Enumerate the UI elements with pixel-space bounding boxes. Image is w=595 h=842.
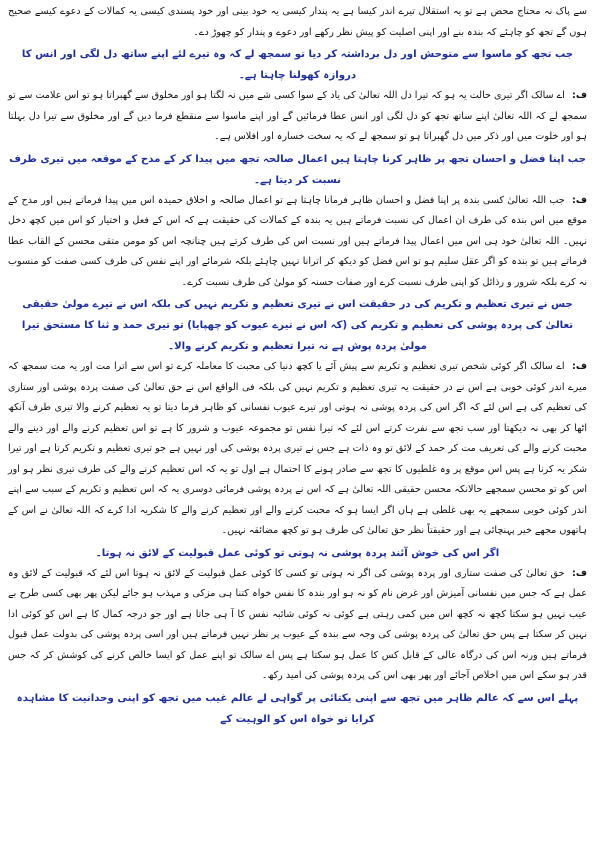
paragraph-2-text: اے سالک اگر تیری حالت یہ ہو کہ تیرا دل اللہ تعالیٰ کی یاد کے سوا کسی شے میں نہ لگتا ہو اور مخلوق سے گھبراتا ہو تو اس علامت سے تو سمجھ لے کہ اللہ تعالیٰ اپنے ساتھ تجھ کو دل لگی اور انس عطا فرمائیں گے اور اپنے ماسوا سے منقطع فرما دیں گے اور مخلوق سے تیرا دل بہلتا ہو اور خلوت میں اور ذکر میں دل گھبراتا ہو تو سمجھ لے کہ یہ سخت خسارہ اور افلاس ہے۔ — [8, 90, 587, 142]
paragraph-1 — [8, 2, 587, 43]
section-heading-3 — [8, 294, 587, 357]
paragraph-1-text: سے پاک نہ محتاج محض ہے تو یہ استقلال تیرے اندر کیسا ہے یہ پندار کیسی یہ خود بینی اور خود پسندی کیسی یہ کمالات کے دعوے کیسے صحیح ہوں گے تجھ کو چاہئے کہ بندہ بنے اور اپنی اصلیت کو پیش نظر رکھے اور دعوے و پندار کو چھوڑ دے۔ — [8, 6, 587, 38]
section-heading-1-text: جب تجھ کو ماسوا سے متوحش اور دل برداشتہ کر دیا تو سمجھ لے کہ وہ تیرے لئے اپنے ساتھ دل لگی اور انس کا دروازہ کھولنا چاہتا ہے۔ — [21, 49, 574, 81]
section-heading-2 — [8, 149, 587, 191]
section-heading-4 — [8, 543, 587, 564]
paragraph-5-text: حق تعالیٰ کی صفت ستاری اور پردہ پوشی کی اگر نہ ہوتی تو کسی کا کوئی عمل قبولیت کے لائق نہ ہوتا اس لئے کہ قبولیت کے لائق وہ عمل ہے کہ جس میں نفسانی آمیزش اور غرض نام کو نہ ہو اور بندہ کا نفس خواہ کتنا ہی مزکی و مہذب ہو جائے لیکن پھر بھی کسی طرح بے عیب نہیں ہو سکتا کچھ نہ کچھ اس میں کمی رہتی ہے کوئی نہ کوئی شائبہ نفس کا آ ہی جاتا ہے اور جو درجہ کمال کا ہے اس کو کوئی ادا نہیں کر سکتا ہے پس حق تعالیٰ کی پردہ پوشی کی وجہ سے بندہ کے عیوب پر نظر نہیں فرماتے ہیں اور اسی پردہ پوشی کی بدولت عمل قبول فرماتے ہیں ورنہ اس کی درگاہ عالی کے قابل کس کا عمل ہو سکتا ہے پس اے سالک تو اپنے عمل کو ایسا خالص کرنے کی کوشش کر کہ جس قدر ہو سکے اس میں اخلاص آجائے اور پھر بھی اس کی پردہ پوشی کی امید رکھ۔ — [8, 567, 587, 681]
paragraph-5-label: ف: — [572, 567, 587, 579]
section-heading-1 — [8, 44, 587, 86]
paragraph-3-label: ف: — [572, 194, 587, 206]
section-heading-2-text: جب اپنا فضل و احسان تجھ پر ظاہر کرنا چاہتا ہیں اعمال صالحہ تجھ میں پیدا کر کے مدح کے موقعہ میں تیری طرف نسبت کر دیتا ہے۔ — [9, 153, 586, 186]
paragraph-3-text: جب اللہ تعالیٰ کسی بندہ پر اپنا فضل و احسان ظاہر فرمانا چاہتا ہے تو اعمال صالحہ و اخلاق حمیدہ اس میں پیدا فرماتے ہیں اور مدح کے موقع میں اس بندہ کی طرف ان اعمال کی نسبت فرماتے ہیں یہ بندہ کے کمالات کی حقیقت ہے کہ اس کے فعل و اختیار کو اس میں کچھ دخل نہیں۔ اللہ تعالیٰ خود ہی اس میں اعمال پیدا فرماتے ہیں اور نسبت اس کی طرف کرتے ہیں چنانچہ اس کو مومن متقی محسن کے القاب عطا فرماتے ہیں تو بندہ کو اگر عقل سلیم ہو تو اس فضل کو دیکھ کر اترانا نہیں چاہئے بلکہ شرمائے اور اپنے نفس کی طرف کسی صفت کو منسوب نہ کرے بلکہ شرور و رذائل کو اپنی طرف نسبت کرے اور صفات حسنہ کو مولیٰ کی طرف نسبت کرے۔ — [8, 194, 587, 288]
paragraph-2-label: ف: — [572, 90, 587, 101]
section-heading-3-text: جس نے تیری تعظیم و تکریم کی در حقیقت اس نے تیری تعظیم و تکریم نہیں کی بلکہ اس نے تیرے مولیٰ حقیقی تعالیٰ کی پردہ پوشی کی تعظیم و تکریم کی (کہ اس نے تیرے عیوب کو چھپایا) تو تیری حمد و ثنا کا مستحق تیرا مولیٰ پردہ پوش ہے نہ تیرا تعظیم و تکریم کرنے والا۔ — [21, 299, 574, 352]
document-page — [8, 0, 587, 730]
section-heading-4-text: اگر اس کی خوش آئند پردہ پوشی نہ ہوتی تو کوئی عمل قبولیت کے لائق نہ ہوتا۔ — [95, 547, 500, 559]
paragraph-3 — [8, 191, 587, 294]
paragraph-4-text: اے سالک اگر کوئی شخص تیری تعظیم و تکریم سے پیش آئے یا کچھ دنیا کی محبت کا معاملہ کرے تو اس سے اترا مت اور یہ مت سمجھ کہ میرے اندر کوئی خوبی ہے اس نے در حقیقت یہ تیری تعظیم و تکریم نہیں کی بلکہ فی الواقع اس نے حق تعالیٰ کی صفت پردہ پوشی اور ستاری کی تعظیم کی ہے اس لئے کہ اگر اس کی پردہ پوشی نہ ہوتی اور تیرے عیوب نفسانی کو ظاہر فرما دیتا تو یہ تعظیم کرنے والا تیری طرف آنکھ اٹھا کر بھی نہ دیکھتا اور سب تجھ سے نفرت کرتے اس لئے کہ تیرا نفس تو مجموعہ عیوب و شرور کا ہے تو اس تعظیم کرنے والے اور دینے والے محبت کرنے والے کی تعریف مت کر حمد کے لائق تو وہ ذات ہے جس نے تیری پردہ پوشی کی اور نہیں ہے جو تیری تعظیم و تکریم کرتا ہے اور تیرا شکر یہ کرنا ہے پس اس موقع پر وہ غلطیوں کا تجھ سے صادر ہونے کا احتمال ہے اول تو یہ کہ اس تعظیم کرنے والے کی طرف تیری نظر ہو اور اس کو تو محسن سمجھے حالانکہ محسن حقیقی اللہ تعالیٰ ہے کہ اس نے پردہ پوشی فرمائی دوسری یہ کہ اس تعظیم و تکریم کے سبب سے اپنے اندر کوئی خوبی سمجھے یہ بھی غلطی ہے ہاں اگر ایسا ہو کہ محبت کرنے والے اور تعظیم کرنے والے کا شکریہ ادا کرے کہ اللہ تعالیٰ نے اس کے ہاتھوں مجھے خیر پہنچائی ہے اور حقیقتاً نظر حق تعالیٰ کی طرف ہو تو کچھ مضائقہ نہیں۔ — [8, 361, 587, 536]
paragraph-5 — [8, 564, 587, 687]
section-heading-5-text: پہلے اس سے کہ عالم ظاہر میں تجھ سے اپنی یکتائی پر گواہی لے عالم غیب میں تجھ کو اپنی وحدانیت کا مشاہدہ کرایا تو خواہ اس کو الوہیت کے — [16, 692, 579, 725]
paragraph-4 — [8, 357, 587, 542]
paragraph-2 — [8, 86, 587, 148]
paragraph-4-label: ف: — [572, 361, 587, 372]
section-heading-5 — [8, 688, 587, 730]
